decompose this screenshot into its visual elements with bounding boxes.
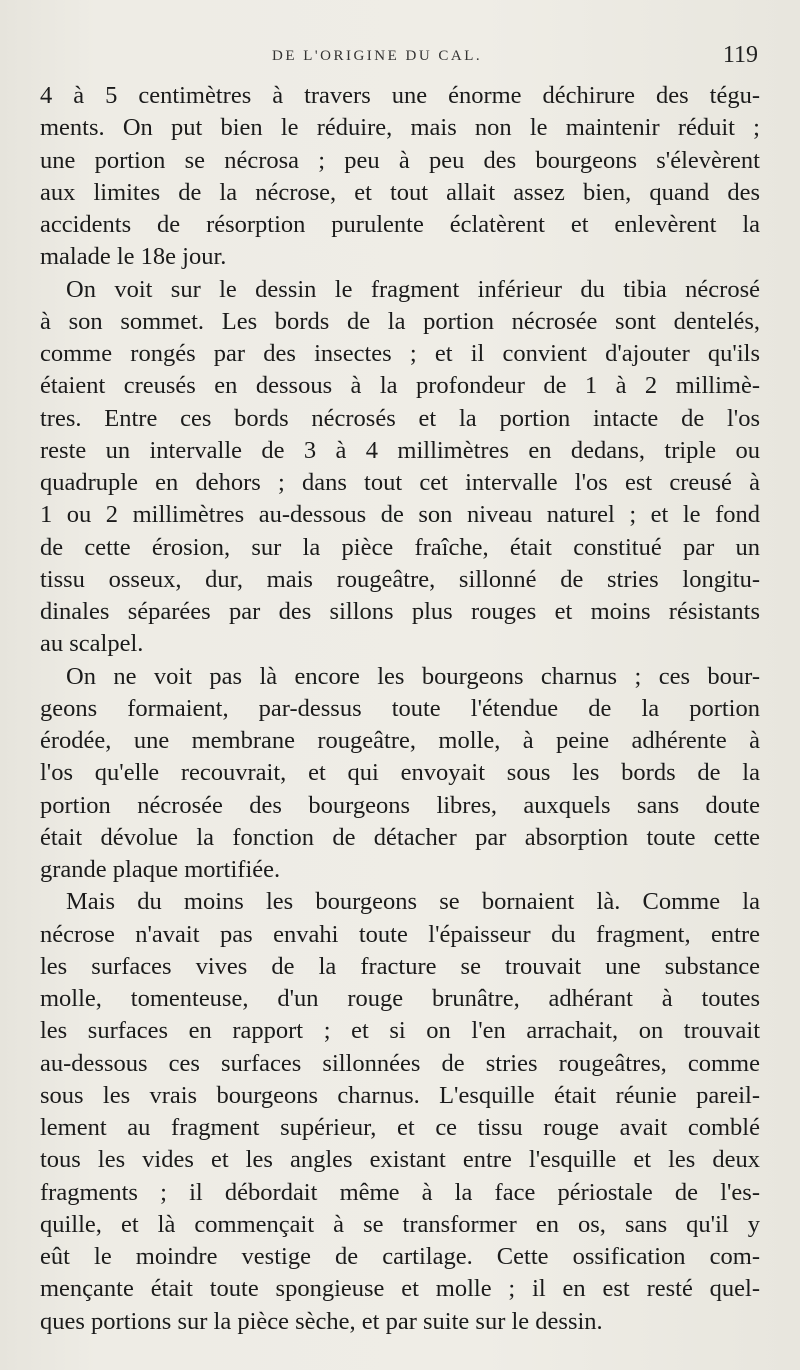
text-line: tissu osseux, dur, mais rougeâtre, sillonné de stries longitu- (40, 565, 760, 593)
text-line: accidents de résorption purulente éclatèrent et enlevèrent la (40, 211, 760, 238)
body-text (40, 80, 760, 1338)
text-line: mençante était toute spongieuse et molle ; il en est resté quel- (40, 1275, 760, 1303)
text-line: nécrose n'avait pas envahi toute l'épaisseur du fragment, entre (40, 920, 760, 948)
text-line: quille, et là commençait à se transformer en os, sans qu'il y (40, 1210, 760, 1238)
text-line: reste un intervalle de 3 à 4 millimètres en dedans, triple ou (40, 436, 760, 464)
text-line: au-dessous ces surfaces sillonnées de stries rougeâtres, comme (40, 1049, 760, 1077)
text-line: malade le 18e jour. (40, 243, 227, 271)
text-line: ments. On put bien le réduire, mais non le maintenir réduit ; (40, 114, 760, 142)
text-line: l'os qu'elle recouvrait, et qui envoyait sous les bords de la (40, 759, 760, 787)
text-line: grande plaque mortifiée. (40, 856, 281, 883)
text-line: tous les vides et les angles existant entre l'esquille et les deux (40, 1146, 760, 1174)
text-line: au scalpel. (40, 630, 144, 658)
text-line: geons formaient, par-dessus toute l'étendue de la portion (40, 694, 760, 722)
text-line: eût le moindre vestige de cartilage. Cette ossification com- (40, 1243, 760, 1270)
text-line: 4 à 5 centimètres à travers une énorme déchirure des tégu- (40, 82, 760, 109)
text-line: lement au fragment supérieur, et ce tissu rouge avait comblé (40, 1114, 760, 1141)
text-line: était dévolue la fonction de détacher par absorption toute cette (40, 823, 760, 851)
text-line: molle, tomenteuse, d'un rouge brunâtre, adhérant à toutes (40, 985, 760, 1012)
text-line: ques portions sur la pièce sèche, et par suite sur le dessin. (40, 1307, 603, 1335)
text-line: aux limites de la nécrose, et tout allait assez bien, quand des (40, 178, 760, 206)
text-line: On voit sur le dessin le fragment inférieur du tibia nécrosé (66, 275, 760, 303)
text-line: les surfaces en rapport ; et si on l'en arrachait, on trouvait (40, 1017, 760, 1045)
running-header (40, 44, 760, 72)
page-number: 119 (722, 42, 758, 68)
text-line: les surfaces vives de la fracture se trouvait une substance (40, 952, 760, 980)
text-line: à son sommet. Les bords de la portion nécrosée sont dentelés, (40, 307, 760, 335)
text-line: de cette érosion, sur la pièce fraîche, était constitué par un (40, 533, 760, 561)
text-line: comme rongés par des insectes ; et il convient d'ajouter qu'ils (40, 340, 760, 367)
text-line: fragments ; il débordait même à la face périostale de l'es- (40, 1178, 760, 1206)
text-line: portion nécrosée des bourgeons libres, auxquels sans doute (40, 791, 760, 819)
text-line: tres. Entre ces bords nécrosés et la portion intacte de l'os (40, 404, 760, 432)
text-line: 1 ou 2 millimètres au-dessous de son niveau naturel ; et le fond (40, 501, 760, 529)
running-title: DE L'ORIGINE DU CAL. (272, 48, 483, 64)
text-line: étaient creusés en dessous à la profondeur de 1 à 2 millimè- (40, 372, 760, 400)
text-line: dinales séparées par des sillons plus rouges et moins résistants (40, 598, 760, 625)
text-line: On ne voit pas là encore les bourgeons charnus ; ces bour- (66, 662, 760, 690)
text-line: Mais du moins les bourgeons se bornaient là. Comme la (66, 888, 760, 916)
text-line: sous les vrais bourgeons charnus. L'esquille était réunie pareil- (40, 1081, 760, 1109)
text-line: quadruple en dehors ; dans tout cet intervalle l'os est creusé à (40, 469, 760, 496)
text-line: érodée, une membrane rougeâtre, molle, à peine adhérente à (40, 727, 760, 754)
text-line: une portion se nécrosa ; peu à peu des bourgeons s'élevèrent (40, 146, 760, 174)
